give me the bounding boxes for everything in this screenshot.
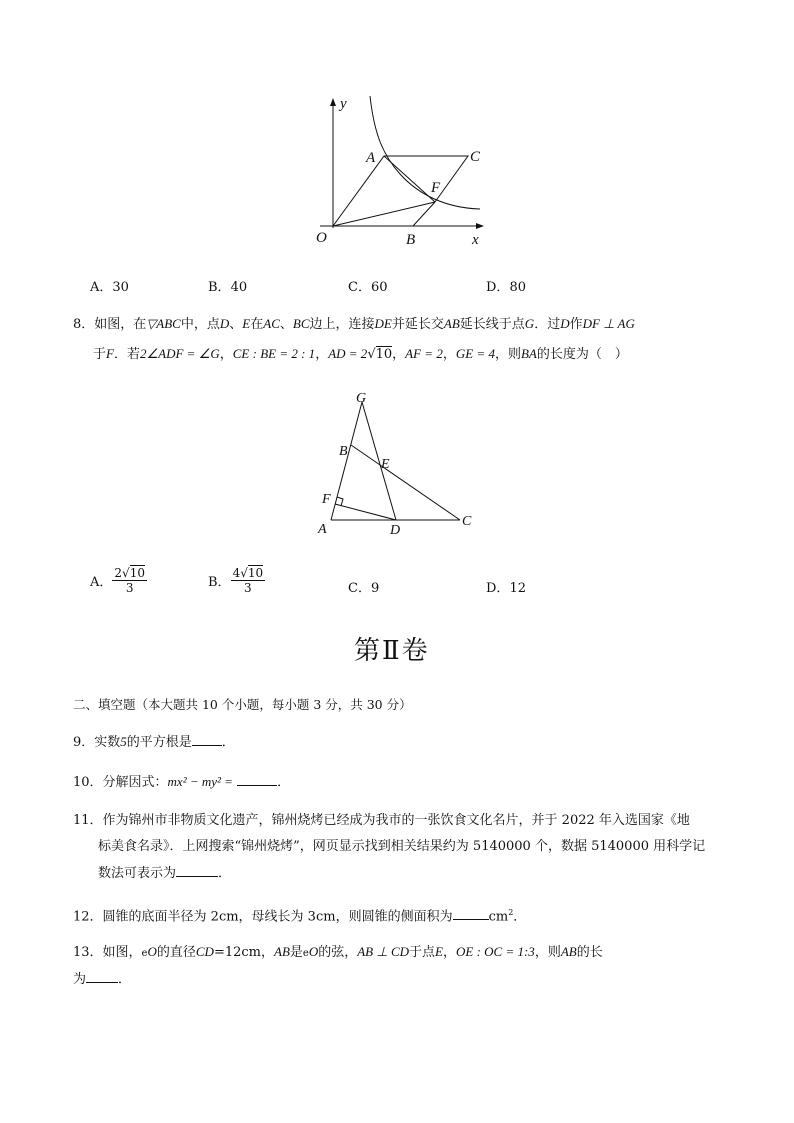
q12: 12．圆锥的底面半径为 2cm，母线长为 3cm，则圆锥的侧面积为 $cm^2$．	[73, 908, 527, 925]
label-a: A	[318, 522, 327, 537]
hyperbola-curve	[370, 96, 480, 209]
section2-title: 二、填空题（本大题共 10 个小题，每小题 3 分，共 30 分）	[73, 697, 412, 712]
q9: 9．实数5的平方根是 ．	[73, 734, 235, 750]
segment-bc	[413, 202, 435, 226]
label-d: D	[390, 523, 401, 538]
q10-answer-blank[interactable]	[237, 773, 277, 786]
q8-option-c: C．9	[348, 581, 380, 596]
q13-line1: 13．如图，eO的直径CD=12cm，AB是eO的弦，AB ⊥ CD于点E，OE : OC = 1:3，则AB的长	[73, 944, 603, 960]
q11-line2: 标美食名录》．上网搜索“锦州烧烤”，网页显示找到相关结果约为 5140000 个，数据 5140000 用科学记	[98, 839, 706, 854]
q10: 10．分解因式：mx² − my² = ．	[73, 774, 291, 790]
q11-line1: 11．作为锦州市非物质文化遗产，锦州烧烤已经成为我市的一张饮食文化名片，并于 2022 年入选国家《地	[73, 813, 690, 828]
segment-bc	[351, 445, 460, 520]
segment-gd	[362, 402, 396, 520]
q8-line2: 于F．若2∠ADF = ∠G，CE : BE = 2 : 1，AD = 2√10，AF = 2，GE = 4，则BA的长度为（ ）	[93, 346, 628, 362]
label-x: x	[472, 232, 479, 248]
volume-title: 第Ⅱ卷	[354, 636, 430, 666]
label-b: B	[406, 232, 416, 248]
q7-option-b: B．40	[208, 280, 248, 295]
label-o: O	[316, 230, 327, 246]
q8-figure	[310, 388, 480, 538]
q13-line2: 为 ．	[73, 972, 132, 987]
q11-answer-blank[interactable]	[176, 864, 218, 877]
label-a: A	[366, 150, 376, 166]
q8-option-d: D．12	[486, 581, 526, 596]
q9-answer-blank[interactable]	[192, 733, 222, 746]
q11-line3: 数法可表示为 ．	[98, 866, 232, 881]
label-e: E	[381, 457, 390, 472]
q7-option-d: D．80	[486, 280, 526, 295]
q13-answer-blank[interactable]	[86, 970, 118, 983]
segment-fd	[335, 504, 396, 520]
q7-option-c: C．60	[348, 280, 388, 295]
parallelogram-oacb	[333, 156, 468, 226]
q8-option-a: A． $\frac{2√10}{3}$	[90, 566, 145, 595]
label-b: B	[339, 444, 348, 459]
y-axis-arrow	[330, 98, 336, 106]
label-c: C	[470, 149, 481, 165]
label-f: F	[431, 180, 441, 196]
label-y: y	[340, 96, 347, 112]
segment-af	[384, 156, 435, 202]
label-g: G	[356, 391, 367, 406]
q7-option-a: A．30	[90, 280, 129, 295]
label-c: C	[462, 514, 472, 529]
label-f: F	[322, 492, 331, 507]
q8-option-b: B． $\frac{4√10}{3}$	[208, 566, 264, 595]
segment-ag	[331, 402, 362, 520]
q7-figure	[300, 92, 500, 252]
x-axis-arrow	[476, 223, 484, 229]
q8-line1: 8．如图，在▽ABC中，点D、E在AC、BC边上，连接DE并延长交AB延长线于点G．过D作DF ⊥ AG	[73, 316, 635, 332]
q12-answer-blank[interactable]	[453, 907, 489, 920]
